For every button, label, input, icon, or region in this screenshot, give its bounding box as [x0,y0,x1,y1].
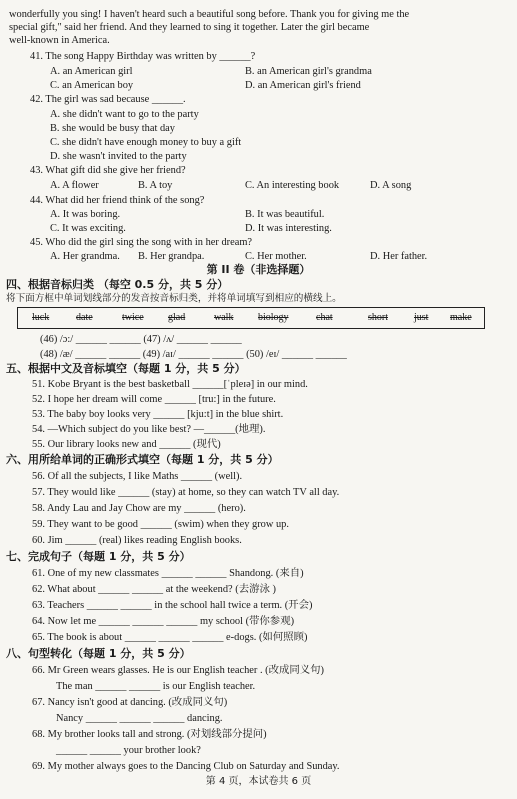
word: glad [168,312,186,323]
fill-item: 59. They want to be good ______ (swim) when they grow up. [32,519,289,530]
phonetic-row: (48) /æ/ ______ ______ (49) /aɪ/ ______ ______ (50) /eɪ/ ______ ______ [40,349,347,360]
fill-item: 55. Our library looks new and ______ (现代) [32,439,221,450]
fill-item: 56. Of all the subjects, I like Maths ______ (well). [32,471,243,482]
sentence-item: 61. One of my new classmates ______ ______ Shandong. (来自) [32,568,304,579]
option: B. Her grandpa. [138,251,205,262]
fill-item: 58. Andy Lau and Jay Chow are my ______ (hero). [32,503,246,514]
option: A. It was boring. [50,209,121,220]
option: D. A song [370,180,412,191]
transform-item: 66. Mr Green wears glasses. He is our English teacher . (改成同义句) [32,665,325,676]
passage-line: wonderfully you sing! I haven't heard such a beautiful song before. Thank you for giving me the [9,9,410,20]
question-stem: 45. Who did the girl sing the song with in her dream? [30,237,253,248]
fill-item: 53. The baby boy looks very ______ [kju:t] in the blue shirt. [32,409,284,420]
word: date [76,312,93,323]
phonetic-row: (46) /ɔ:/ ______ ______ (47) /ʌ/ ______ ______ [40,334,242,345]
sentence-item: 62. What about ______ ______ at the weekend? (去游泳 ) [32,584,276,595]
section-instruction: 将下面方框中单词划线部分的发音按音标归类，并将单词填写到相应的横线上。 [6,293,342,304]
part-title: 第 II 卷（非选择题） [206,263,311,276]
fill-item: 54. —Which subject do you like best? —______(地理). [32,424,266,435]
question-stem: 44. What did her friend think of the song? [30,195,205,206]
option: C. an American boy [50,80,134,91]
option: C. she didn't have enough money to buy a gift [50,137,242,148]
option: D. Her father. [370,251,428,262]
word: short [368,312,388,323]
transform-item: 67. Nancy isn't good at dancing. (改成同义句) [32,697,228,708]
option: A. A flower [50,180,99,191]
transform-item: 68. My brother looks tall and strong. (对划线部分提问) [32,729,267,740]
passage-line: special gift," said her friend. And they learned to sing it together. Later the girl became [9,22,370,33]
word: make [450,312,472,323]
option: C. An interesting book [245,180,340,191]
question-stem: 41. The song Happy Birthday was written by ______? [30,51,256,62]
section-title: 四、根据音标归类 （每空 0.5 分，共 5 分） [6,278,229,291]
option: A. Her grandma. [50,251,120,262]
section-title: 八、句型转化（每题 1 分，共 5 分） [6,647,191,660]
section-title: 六、用所给单词的正确形式填空（每题 1 分，共 5 分） [6,453,279,466]
answer-line: The man ______ ______ is our English teacher. [56,681,256,692]
word: biology [258,312,289,323]
question-stem: 43. What gift did she give her friend? [30,165,186,176]
option: C. Her mother. [245,251,307,262]
page-footer: 第 4 页，本试卷共 6 页 [205,776,312,787]
option: A. an American girl [50,66,133,77]
option: A. she didn't want to go to the party [50,109,199,120]
word: walk [214,312,234,323]
option: B. she would be busy that day [50,123,175,134]
word: luck [32,312,50,323]
option: C. It was exciting. [50,223,126,234]
option: D. an American girl's friend [245,80,361,91]
fill-item: 57. They would like ______ (stay) at home, so they can watch TV all day. [32,487,340,498]
option: B. A toy [138,180,173,191]
answer-line: ______ ______ your brother look? [56,745,201,756]
fill-item: 51. Kobe Bryant is the best basketball ______[ˈpleɪə] in our mind. [32,379,308,390]
word: twice [122,312,144,323]
fill-item: 52. I hope her dream will come ______ [tru:] in the future. [32,394,276,405]
section-title: 七、完成句子（每题 1 分，共 5 分） [6,550,191,563]
fill-item: 60. Jim ______ (real) likes reading English books. [32,535,242,546]
option: D. she wasn't invited to the party [50,151,187,162]
option: B. It was beautiful. [245,209,325,220]
transform-item: 69. My mother always goes to the Dancing Club on Saturday and Sunday. [32,761,340,772]
question-stem: 42. The girl was sad because ______. [30,94,186,105]
passage-line: well-known in America. [9,35,110,46]
sentence-item: 63. Teachers ______ ______ in the school hall twice a term. (开会) [32,600,313,611]
word-box [17,307,485,329]
answer-line: Nancy ______ ______ ______ dancing. [56,713,223,724]
sentence-item: 65. The book is about ______ ______ ______ e-dogs. (如何照顾) [32,632,308,643]
word: just [414,312,429,323]
sentence-item: 64. Now let me ______ ______ ______ my school (带你参观) [32,616,295,627]
section-title: 五、根据中文及音标填空（每题 1 分，共 5 分） [6,362,246,375]
option: B. an American girl's grandma [245,66,372,77]
word: chat [316,312,333,323]
option: D. It was interesting. [245,223,332,234]
